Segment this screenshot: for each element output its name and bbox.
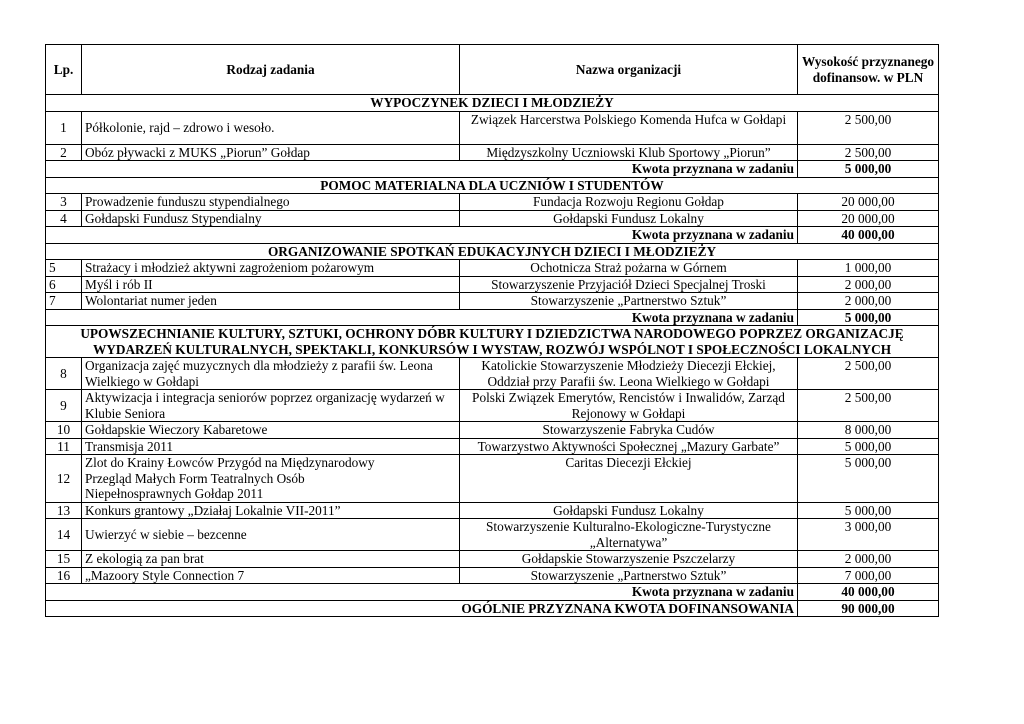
- row-amount: 8 000,00: [798, 422, 939, 439]
- row-org: Towarzystwo Aktywności Społecznej „Mazury Garbate”: [460, 438, 798, 455]
- row-task: Zlot do Krainy Łowców Przygód na Międzynarodowy Przegląd Małych Form Teatralnych Osób Niepełnosprawnych Gołdap 2011: [82, 455, 460, 503]
- table-row: [46, 276, 939, 293]
- row-amount: 2 500,00: [798, 358, 939, 390]
- row-amount: 2 000,00: [798, 293, 939, 310]
- section-header: [46, 326, 939, 358]
- row-amount: 2 500,00: [798, 111, 939, 144]
- row-task: Uwierzyć w siebie – bezcenne: [82, 519, 460, 551]
- subtotal-label: Kwota przyznana w zadaniu: [46, 584, 798, 601]
- row-task: Organizacja zajęć muzycznych dla młodzieży z parafii św. Leona Wielkiego w Gołdapi: [82, 358, 460, 390]
- row-org: Gołdapski Fundusz Lokalny: [460, 210, 798, 227]
- row-lp: 13: [46, 502, 82, 519]
- row-org: Katolickie Stowarzyszenie Młodzieży Diecezji Ełckiej, Oddział przy Parafii św. Leona Wielkiego w Gołdapi: [460, 358, 798, 390]
- subtotal-amount: 5 000,00: [798, 161, 939, 178]
- row-amount: 20 000,00: [798, 210, 939, 227]
- row-task: Aktywizacja i integracja seniorów poprzez organizację wydarzeń w Klubie Seniora: [82, 390, 460, 422]
- row-task: „Mazoory Style Connection 7: [82, 567, 460, 584]
- table-row: [46, 551, 939, 568]
- row-org: Stowarzyszenie Kulturalno-Ekologiczne-Turystyczne „Alternatywa”: [460, 519, 798, 551]
- row-amount: 3 000,00: [798, 519, 939, 551]
- row-org: Związek Harcerstwa Polskiego Komenda Hufca w Gołdapi: [460, 111, 798, 144]
- row-org: Gołdapski Fundusz Lokalny: [460, 502, 798, 519]
- row-amount: 1 000,00: [798, 260, 939, 277]
- row-amount: 5 000,00: [798, 502, 939, 519]
- row-task: Prowadzenie funduszu stypendialnego: [82, 194, 460, 211]
- section-header: [46, 177, 939, 194]
- table-row: [46, 455, 939, 503]
- subtotal-row: [46, 227, 939, 244]
- row-task: Gołdapskie Wieczory Kabaretowe: [82, 422, 460, 439]
- row-org: Stowarzyszenie „Partnerstwo Sztuk”: [460, 293, 798, 310]
- row-lp: 15: [46, 551, 82, 568]
- row-amount: 2 500,00: [798, 390, 939, 422]
- row-lp: 2: [46, 144, 82, 161]
- table-row: [46, 144, 939, 161]
- row-lp: 12: [46, 455, 82, 503]
- row-amount: 5 000,00: [798, 438, 939, 455]
- row-org: Gołdapskie Stowarzyszenie Pszczelarzy: [460, 551, 798, 568]
- table-row: [46, 260, 939, 277]
- grand-total-amount: 90 000,00: [798, 600, 939, 617]
- table-row: [46, 502, 939, 519]
- row-org: Stowarzyszenie Przyjaciół Dzieci Specjalnej Troski: [460, 276, 798, 293]
- row-lp: 11: [46, 438, 82, 455]
- subtotal-row: [46, 584, 939, 601]
- subtotal-label: Kwota przyznana w zadaniu: [46, 227, 798, 244]
- table-row: [46, 438, 939, 455]
- row-amount: 7 000,00: [798, 567, 939, 584]
- grants-table: [45, 44, 939, 617]
- table-row: [46, 111, 939, 144]
- row-lp: 9: [46, 390, 82, 422]
- table-row: [46, 567, 939, 584]
- header-lp: Lp.: [46, 45, 82, 95]
- row-org: Fundacja Rozwoju Regionu Gołdap: [460, 194, 798, 211]
- subtotal-row: [46, 309, 939, 326]
- section-title: WYPOCZYNEK DZIECI I MŁODZIEŻY: [46, 95, 939, 112]
- row-task: Transmisja 2011: [82, 438, 460, 455]
- header-row: [46, 45, 939, 95]
- row-amount: 2 000,00: [798, 551, 939, 568]
- row-org: Międzyszkolny Uczniowski Klub Sportowy „Piorun”: [460, 144, 798, 161]
- row-task: Obóz pływacki z MUKS „Piorun” Gołdap: [82, 144, 460, 161]
- subtotal-amount: 40 000,00: [798, 227, 939, 244]
- subtotal-row: [46, 161, 939, 178]
- table-row: [46, 519, 939, 551]
- row-task: Półkolonie, rajd – zdrowo i wesoło.: [82, 111, 460, 144]
- row-task: Konkurs grantowy „Działaj Lokalnie VII-2011”: [82, 502, 460, 519]
- section-header: [46, 95, 939, 112]
- row-org: Stowarzyszenie Fabryka Cudów: [460, 422, 798, 439]
- section-title: ORGANIZOWANIE SPOTKAŃ EDUKACYJNYCH DZIECI I MŁODZIEŻY: [46, 243, 939, 260]
- row-lp: 4: [46, 210, 82, 227]
- row-lp: 1: [46, 111, 82, 144]
- row-lp: 10: [46, 422, 82, 439]
- row-amount: 20 000,00: [798, 194, 939, 211]
- row-amount: 5 000,00: [798, 455, 939, 503]
- header-org: Nazwa organizacji: [460, 45, 798, 95]
- row-org: Ochotnicza Straż pożarna w Górnem: [460, 260, 798, 277]
- row-task: Myśl i rób II: [82, 276, 460, 293]
- table-row: [46, 210, 939, 227]
- table-row: [46, 422, 939, 439]
- row-lp: 7: [46, 293, 82, 310]
- row-amount: 2 500,00: [798, 144, 939, 161]
- row-lp: 8: [46, 358, 82, 390]
- grand-total-label: OGÓLNIE PRZYZNANA KWOTA DOFINANSOWANIA: [46, 600, 798, 617]
- table-row: [46, 293, 939, 310]
- row-lp: 16: [46, 567, 82, 584]
- row-org: Stowarzyszenie „Partnerstwo Sztuk”: [460, 567, 798, 584]
- row-lp: 3: [46, 194, 82, 211]
- header-amount: Wysokość przyznanego dofinansow. w PLN: [798, 45, 939, 95]
- row-task: Gołdapski Fundusz Stypendialny: [82, 210, 460, 227]
- subtotal-label: Kwota przyznana w zadaniu: [46, 309, 798, 326]
- row-amount: 2 000,00: [798, 276, 939, 293]
- grand-total-row: [46, 600, 939, 617]
- table-row: [46, 194, 939, 211]
- section-title: POMOC MATERIALNA DLA UCZNIÓW I STUDENTÓW: [46, 177, 939, 194]
- section-header: [46, 243, 939, 260]
- table-row: [46, 358, 939, 390]
- row-task: Wolontariat numer jeden: [82, 293, 460, 310]
- subtotal-amount: 40 000,00: [798, 584, 939, 601]
- subtotal-label: Kwota przyznana w zadaniu: [46, 161, 798, 178]
- table-row: [46, 390, 939, 422]
- row-lp: 14: [46, 519, 82, 551]
- header-task: Rodzaj zadania: [82, 45, 460, 95]
- row-org: Caritas Diecezji Ełckiej: [460, 455, 798, 503]
- row-task: Strażacy i młodzież aktywni zagrożeniom pożarowym: [82, 260, 460, 277]
- subtotal-amount: 5 000,00: [798, 309, 939, 326]
- section-title: UPOWSZECHNIANIE KULTURY, SZTUKI, OCHRONY DÓBR KULTURY I DZIEDZICTWA NARODOWEGO POPRZEZ ORGANIZACJĘ WYDARZEŃ KULTURALNYCH, SPEKTAKLI, KONKURSÓW I WYSTAW, ROZWÓJ WSPÓLNOT I SPOŁECZNOŚCI LOKALNYCH: [46, 326, 939, 358]
- row-org: Polski Związek Emerytów, Rencistów i Inwalidów, Zarząd Rejonowy w Gołdapi: [460, 390, 798, 422]
- row-lp: 5: [46, 260, 82, 277]
- row-lp: 6: [46, 276, 82, 293]
- row-task: Z ekologią za pan brat: [82, 551, 460, 568]
